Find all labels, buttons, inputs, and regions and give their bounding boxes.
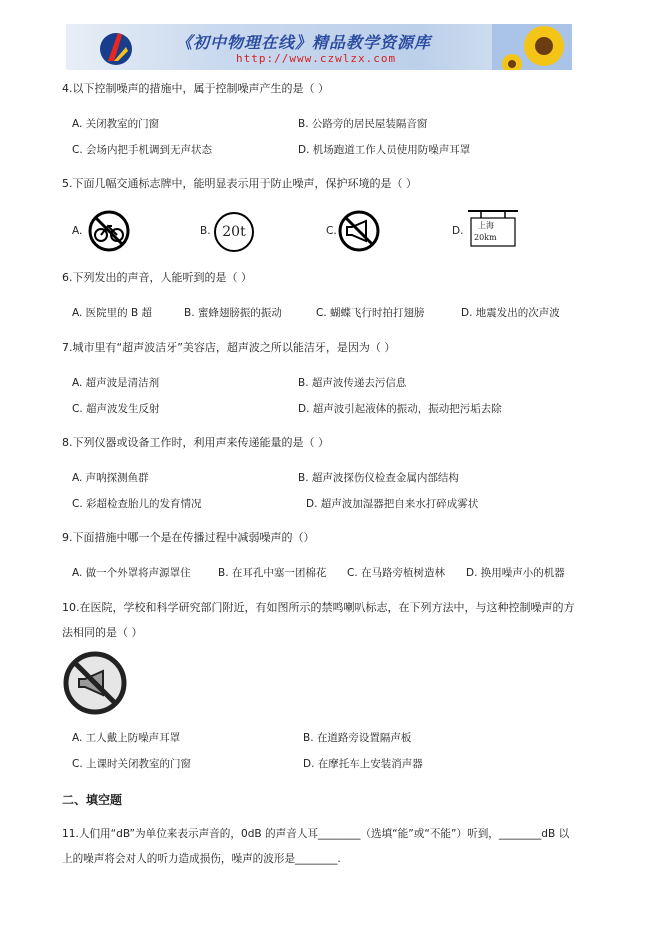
q9-option-a: A. 做一个外罩将声源罩住 — [72, 567, 191, 579]
banner-title: 《初中物理在线》精品教学资源库 — [176, 33, 432, 52]
sunflower-icon — [492, 24, 572, 70]
q7-option-a: A. 超声波是清洁剂 — [72, 377, 160, 389]
q6-option-a: A. 医院里的 B 超 — [72, 307, 153, 319]
q4-option-c: C. 会场内把手机调到无声状态 — [72, 144, 213, 156]
q9-option-b: B. 在耳孔中塞一团棉花 — [218, 567, 327, 579]
q5-option-d: D. — [452, 225, 464, 237]
q8-option-a: A. 声呐探测鱼群 — [72, 472, 149, 484]
q9-option-c: C. 在马路旁植树造林 — [347, 567, 446, 579]
q11-line1: 11.人们用“dB”为单位来表示声音的，0dB 的声音人耳________（选填“能”或“不能”）听到，________dB 以 — [62, 828, 570, 840]
q11-line2: 上的噪声将会对人的听力造成损伤，噪声的波形是________. — [62, 853, 341, 865]
no-horn-sign-large-icon — [63, 651, 127, 715]
q10-option-b: B. 在道路旁设置隔声板 — [303, 732, 412, 744]
q6-stem: 6.下列发出的声音，人能听到的是（ ） — [62, 271, 252, 284]
banner-url: http://www.czwlzx.com — [236, 52, 397, 65]
q7-option-b: B. 超声波传递去污信息 — [298, 377, 407, 389]
q4-option-d: D. 机场跑道工作人员使用防噪声耳罩 — [298, 144, 471, 156]
q10-option-c: C. 上课时关闭教室的门窗 — [72, 758, 192, 770]
q8-stem: 8.下列仪器或设备工作时，利用声来传递能量的是（ ） — [62, 436, 329, 449]
q7-stem: 7.城市里有“超声波洁牙”美容店，超声波之所以能洁牙，是因为（ ） — [62, 341, 396, 354]
q6-option-b: B. 蜜蜂翅膀振的振动 — [184, 307, 282, 319]
no-horn-sign-icon — [338, 210, 380, 252]
site-logo — [96, 27, 136, 67]
q5-option-a: A. — [72, 225, 83, 237]
header-banner — [66, 24, 572, 70]
q4-stem: 4.以下控制噪声的措施中，属于控制噪声产生的是（ ） — [62, 82, 329, 95]
distance-sign-km: 20km — [474, 233, 497, 242]
q8-option-c: C. 彩超检查胎儿的发育情况 — [72, 498, 202, 510]
no-bicycle-sign-icon — [88, 210, 130, 252]
q10-stem-line2: 法相同的是（ ） — [62, 626, 143, 639]
q5-stem: 5.下面几幅交通标志牌中，能明显表示用于防止噪声，保护环境的是（ ） — [62, 177, 417, 190]
q9-stem: 9.下面措施中哪一个是在传播过程中减弱噪声的（） — [62, 531, 315, 544]
q5-option-c: C. — [326, 225, 337, 237]
q10-option-d: D. 在摩托车上安装消声器 — [303, 758, 423, 770]
q10-stem-line1: 10.在医院，学校和科学研究部门附近，有如图所示的禁鸣喇叭标志，在下列方法中，与这种控制噪声的方 — [62, 601, 575, 614]
q4-option-a: A. 关闭教室的门窗 — [72, 118, 160, 130]
q8-option-b: B. 超声波探伤仪检查金属内部结构 — [298, 472, 459, 484]
q6-option-d: D. 地震发出的次声波 — [461, 307, 560, 319]
q7-option-d: D. 超声波引起液体的振动，振动把污垢去除 — [298, 403, 502, 415]
section-title: 二、填空题 — [62, 793, 123, 807]
q7-option-c: C. 超声波发生反射 — [72, 403, 160, 415]
q6-option-c: C. 蝴蝶飞行时拍打翅膀 — [316, 307, 425, 319]
q5-option-b: B. — [200, 225, 211, 237]
q4-option-b: B. 公路旁的居民屋装隔音窗 — [298, 118, 428, 130]
q9-option-d: D. 换用噪声小的机器 — [466, 567, 565, 579]
q10-option-a: A. 工人戴上防噪声耳罩 — [72, 732, 181, 744]
distance-sign-city: 上海 — [478, 221, 494, 230]
weight-limit-sign: 20t — [214, 212, 254, 252]
q8-option-d: D. 超声波加湿器把自来水打碎成雾状 — [306, 498, 479, 510]
